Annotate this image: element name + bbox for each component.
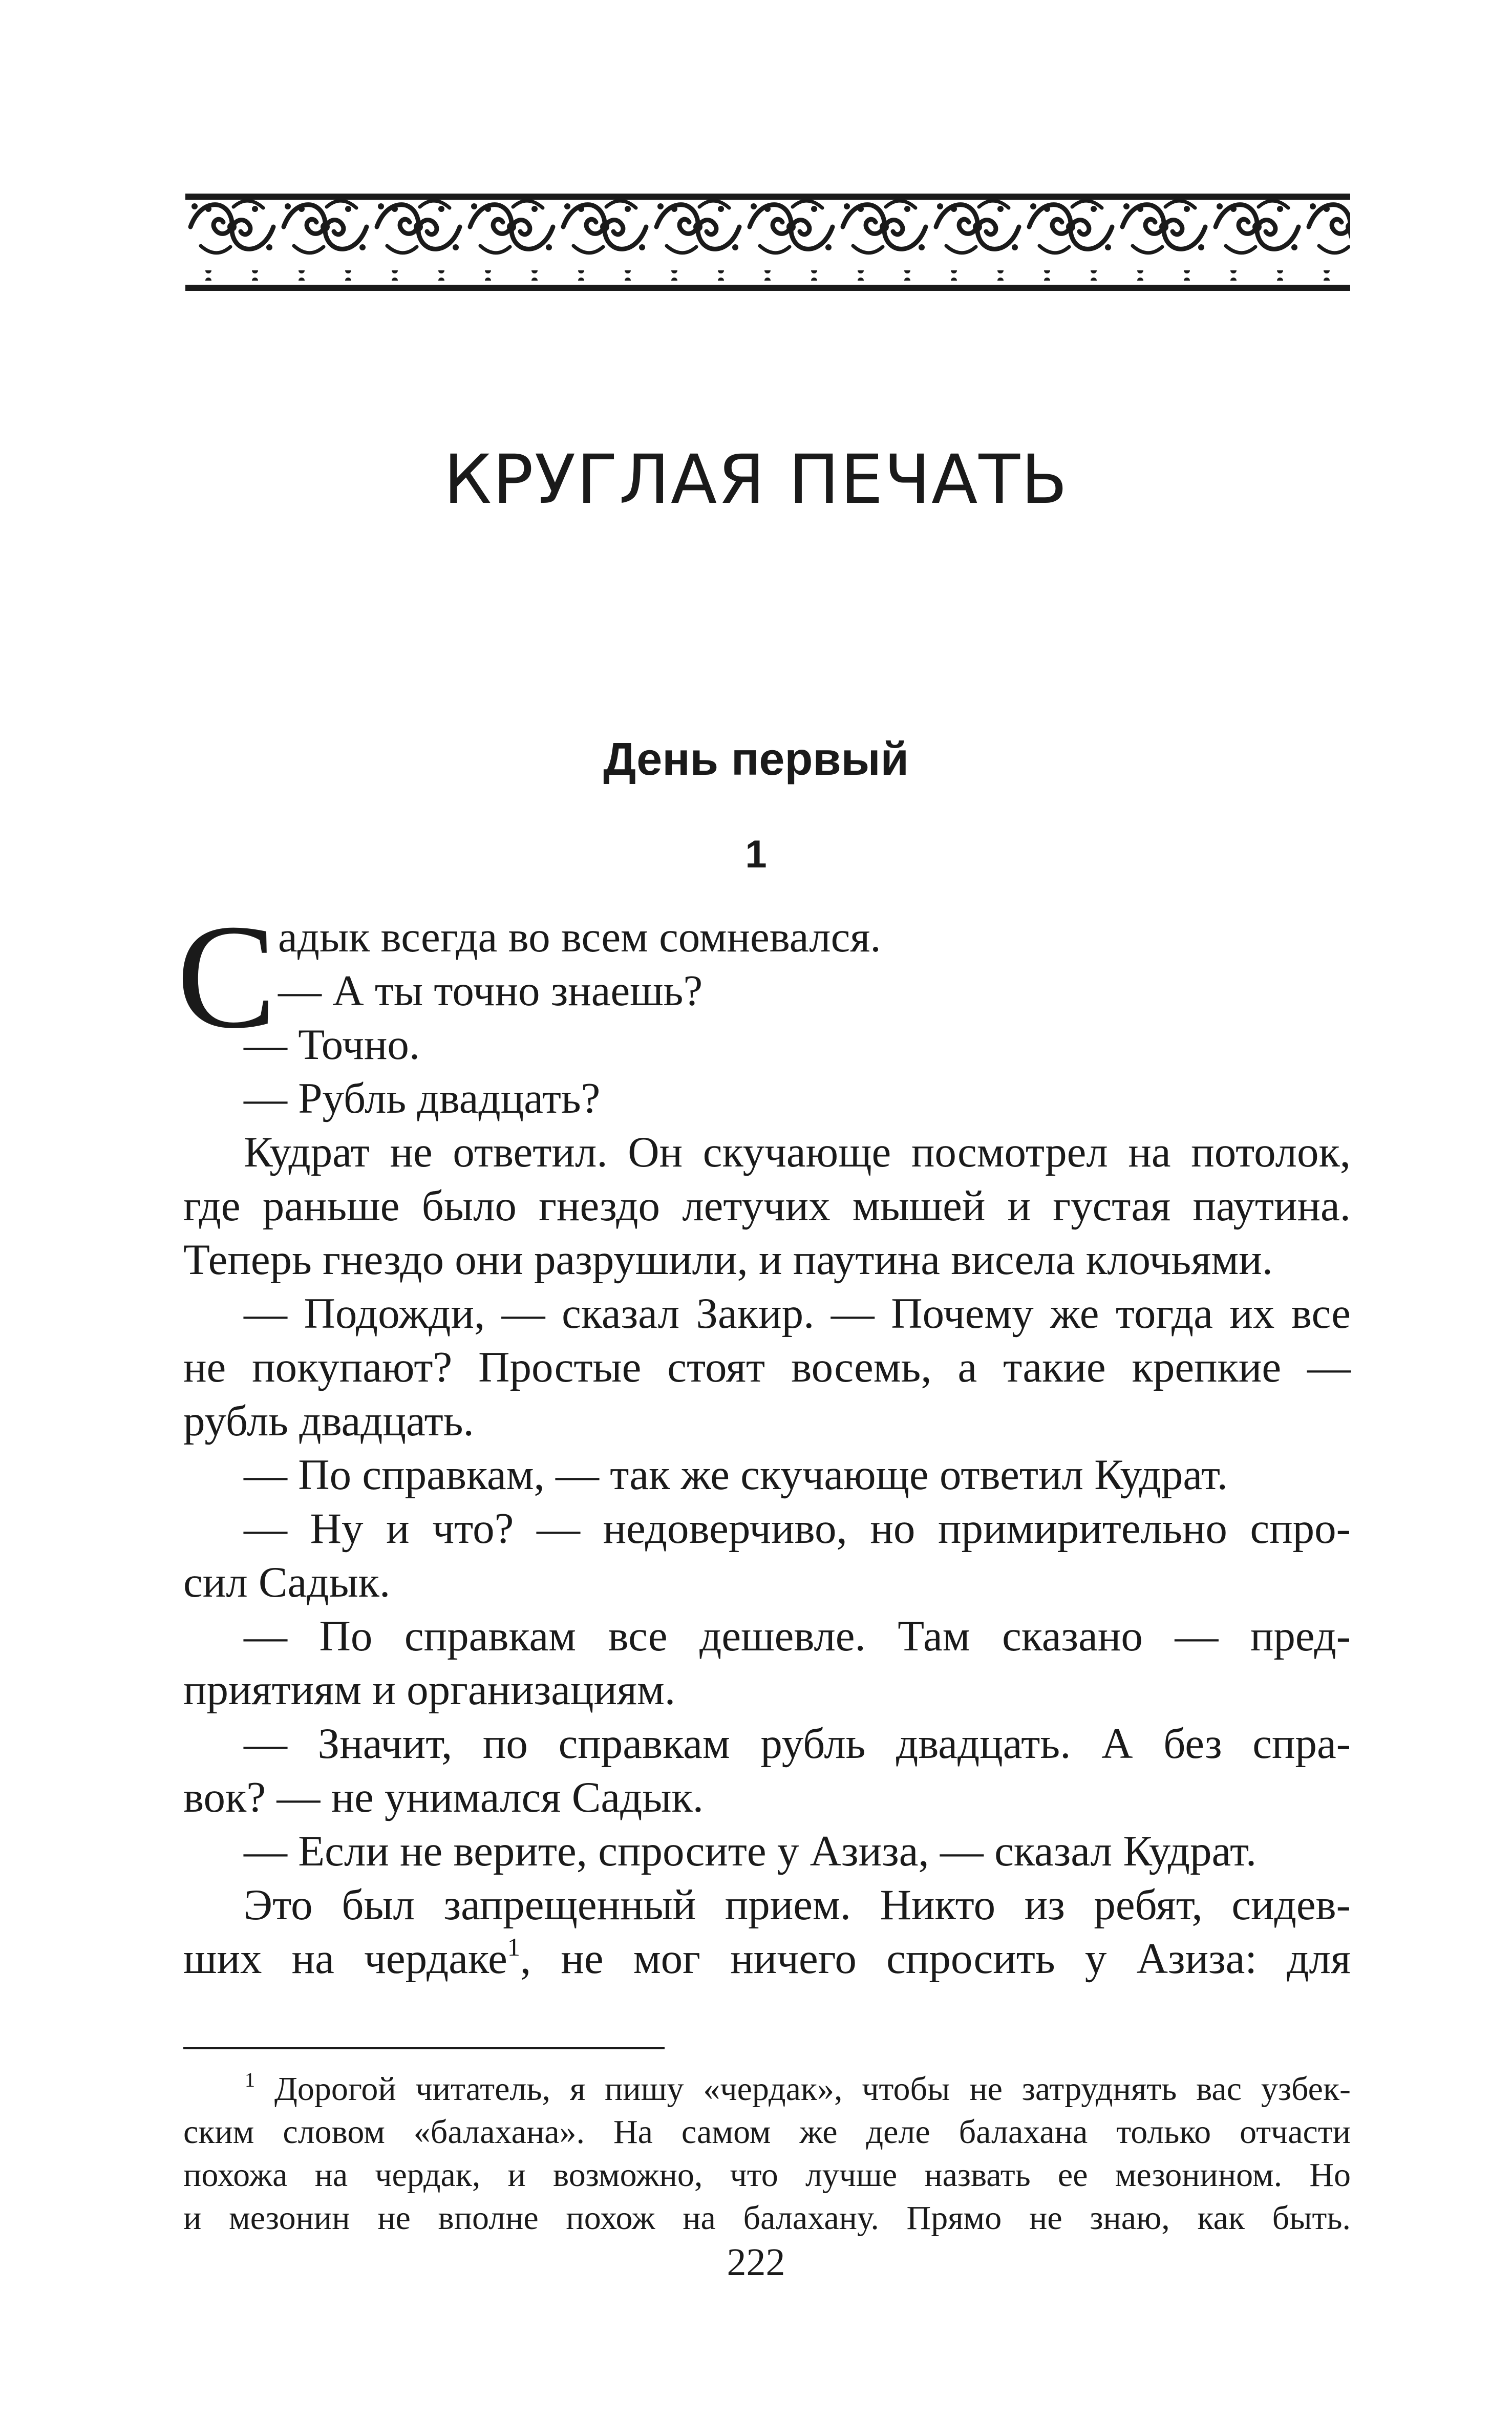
text-line: — Значит, по справкам рубль двадцать. А без спра- <box>244 1720 1351 1768</box>
footnote-line: и мезонин не вполне похож на балахану. Прямо не знаю, как быть. <box>183 2199 1351 2237</box>
text-line: — Если не верите, спросите у Азиза, — сказал Кудрат. <box>244 1827 1257 1875</box>
footnote-line <box>183 2068 1351 2111</box>
body-text <box>183 910 1351 1986</box>
footnote-line: похожа на чердак, и возможно, что лучше назвать ее мезонином. Но <box>183 2156 1351 2194</box>
text-line: — По справкам, — так же скучающе ответил Кудрат. <box>244 1451 1228 1499</box>
footnote-line: ским словом «балахана». На самом же деле балахана только отчасти <box>183 2113 1351 2151</box>
text-line: — Ну и что? — недоверчиво, но примирительно спро- <box>244 1504 1351 1553</box>
page-number: 222 <box>727 2241 785 2284</box>
footnote-text: Дорогой читатель, я пишу «чердак», чтобы не затруднять вас узбек- <box>274 2070 1351 2108</box>
text-line: Это был запрещенный прием. Никто из ребят, сидев- <box>244 1881 1351 1929</box>
day-heading: День первый <box>603 734 909 785</box>
text-line: адык всегда во всем сомневался. <box>278 913 881 961</box>
text-line: где раньше было гнездо летучих мышей и густая паутина. <box>183 1182 1351 1230</box>
text-line: рубль двадцать. <box>183 1397 474 1445</box>
text-line: — А ты точно знаешь? <box>278 967 703 1015</box>
text-line: — По справкам все дешевле. Там сказано — пред- <box>244 1612 1351 1660</box>
footnote-reference[interactable]: 1 <box>507 1933 520 1961</box>
text-line: — Рубль двадцать? <box>244 1074 601 1122</box>
text-line: Кудрат не ответил. Он скучающе посмотрел на потолок, <box>244 1128 1351 1176</box>
text-line: — Подожди, — сказал Закир. — Почему же тогда их все <box>244 1289 1351 1338</box>
footnote-marker: 1 <box>245 2068 255 2091</box>
text-fragment: , не мог ничего спросить у Азиза: для <box>520 1935 1351 1983</box>
footnote-separator <box>183 2047 665 2049</box>
text-line: не покупают? Простые стоят восемь, а такие крепкие — <box>183 1343 1351 1391</box>
chapter-title: КРУГЛАЯ ПЕЧАТЬ <box>443 440 1069 519</box>
text-fragment: ших на чердаке <box>183 1935 507 1983</box>
text-line: — Точно. <box>244 1021 420 1069</box>
ornamental-border <box>185 194 1350 291</box>
text-line: Теперь гнездо они разрушили, и паутина висела клочьями. <box>183 1236 1273 1284</box>
drop-cap: С <box>177 894 276 1059</box>
section-number: 1 <box>745 833 767 876</box>
footnote <box>183 2068 1351 2240</box>
text-line <box>183 1932 1351 1986</box>
text-line: приятиям и организациям. <box>183 1666 676 1714</box>
text-line: сил Садык. <box>183 1558 391 1606</box>
text-line: вок? — не унимался Садык. <box>183 1773 704 1821</box>
